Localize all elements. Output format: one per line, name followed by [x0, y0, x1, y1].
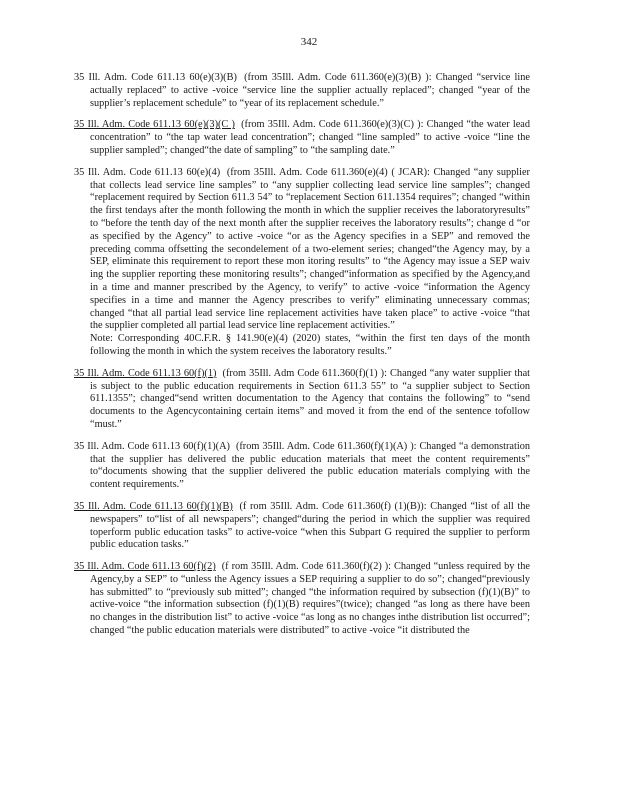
entry-citation: 35 Ill. Adm. Code 611.13 60(f)(1)(A) — [74, 440, 230, 452]
entry-citation: 35 Ill. Adm. Code 611.13 60(f)(1)(B) — [74, 500, 233, 512]
entry-citation: 35 Ill. Adm. Code 611.13 60(f)(2) — [74, 561, 216, 573]
list-item — [74, 368, 530, 432]
entry-text: (f rom 35Ill. Adm. Code 611.360(f)(2) ): Changed “unless required by the Agency,by a SEP” to “unless the Agency issues a SEP requiring a supplier to do so”; changed“previously has submitted” to “previously sub mitted”; changed “the information required by subsection (f)(1)(B)” to active-voice “the information subsection (f)(1)(B) requires”(twice); changed “as long as there have been no changes in the distribution list” to active -voice “as long as no changes inthe distribution list occurred”; changed “the public education materials were distributed” to active -voice “it distributed the — [90, 561, 530, 637]
entry-citation: 35 Ill. Adm. Code 611.13 60(e)(3)(B) — [74, 72, 237, 83]
entry-citation: 35 Ill. Adm. Code 611.13 60(e)(3)(C ) — [74, 119, 235, 131]
entry-text: (f rom 35Ill. Adm. Code 611.360(f) (1)(B)): Changed “list of all the newspapers” to“list of all newspapers”; changed“during the period in which the supplier was required toperform public education tasks” to active-voice “when this Subpart G required the supplier to perform public education tasks.” — [90, 500, 530, 551]
list-item — [74, 441, 530, 492]
list-item — [74, 561, 530, 638]
entry-text: (from 35Ill. Adm. Code 611.360(e)(3)(C) ): Changed “the water lead concentration” to “the tap water lead concentration”; changed “line sampled” to active -voice “line the supplier sampled”; changed“the date of sampling” to “the sampling date.” — [90, 119, 530, 156]
list-item — [74, 167, 530, 359]
list-item — [74, 501, 530, 552]
entry-text: (from 35Ill. Adm. Code 611.360(f)(1)(A) ): Changed “a demonstration that the supplier has delivered the public education materials that meet the content requirements” to“documents showing that the supplier delivered the public education materials complying with the content requirements.” — [90, 440, 531, 491]
entry-text: (from 35Ill. Adm. Code 611.360(e)(3)(B) ): Changed “service line actually replaced” to active -voice “service line the supplier actually replaced”; changed “year of the supplier’s replacement schedule” to “year of its replacement schedule.” — [90, 72, 531, 109]
page-number: 342 — [300, 36, 318, 48]
entry-text: (from 35Ill. Adm Code 611.360(f)(1) ): Changed “any water supplier that is subject to the public education requirements in Section 611.3 55” to “a supplier subject to Section 611.1355”; changed“send written documentation to the Agency that contains the following” to “send documents to the Agencycontaining certain items” and moved it from the end of the sentence tofollow “must.” — [90, 367, 530, 430]
entry-note: Note: Corresponding 40C.F.R. § 141.90(e)(4) (2020) states, “within the first ten days of the month following the month in which the system receives the laboratory results.” — [90, 333, 530, 357]
entries-list — [74, 72, 530, 647]
list-item — [74, 72, 530, 110]
entry-citation: 35 Ill. Adm. Code 611.13 60(f)(1) — [74, 367, 217, 379]
list-item — [74, 119, 530, 157]
entry-text: (from 35Ill. Adm. Code 611.360(e)(4) ( JCAR): Changed “any supplier that collects lead service line samples” to “any supplier collecting lead service line samples”; changed “replacement required by Section 611.3 54” to “replacement Section 611.1354 requires”; changed “within the first tendays after the month following the month in which the supplier receives the laboratoryresults” to “before the tenth day of the next month after the supplier receives the laboratory results”; change d “or as specified by the Agency” to active -voice “or as the Agency specifies in a SEP” and removed the preceding comma offsetting the secondelement of a two-element series; changed“the Agency may, by a SEP, eliminate this requirement to report these mon itoring results” to “the Agency may issue a SEP waiv ing the supplier reporting these monitoring results”; changed“information as specified by the Agency,and in a time and manner prescribed by the Agency, to verify” to active -voice “information the Agency specifies in a time and manner the Agency prescribes to verify” eliminating unnecessary commas; changed “that all partial lead service line replacement activities have taken place” to active -voice “that the supplier completed all partial lead service line replacement activities.” — [90, 166, 530, 332]
entry-citation: 35 Ill. Adm. Code 611.13 60(e)(4) — [74, 166, 221, 178]
